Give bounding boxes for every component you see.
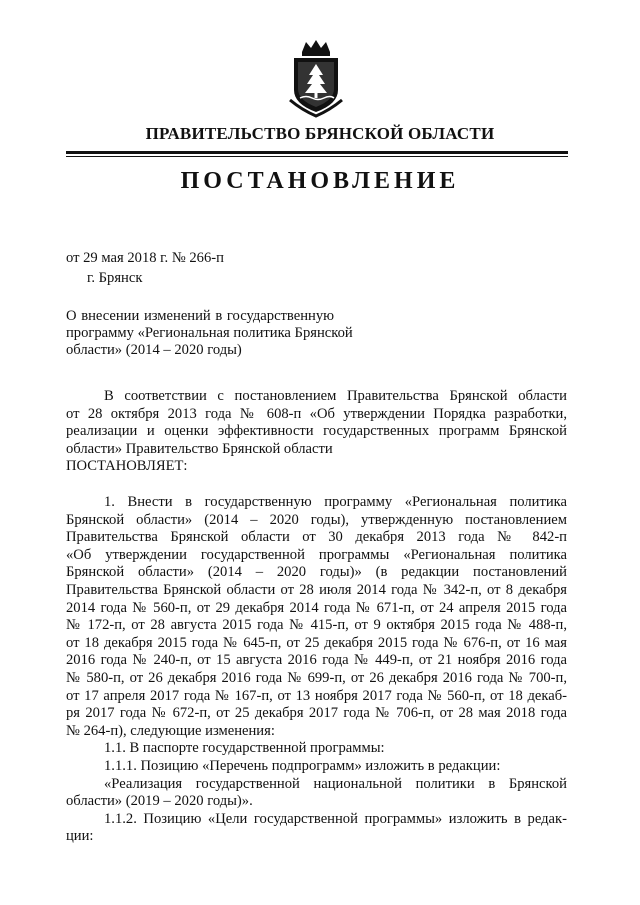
subject-line: О внесении изменений в государственную: [66, 308, 335, 324]
city-line: г. Брянск: [87, 270, 143, 286]
item-1-line: № 580-п, от 26 декабря 2016 года № 699-п, от 26 декабря 2016 года № 700-п,: [66, 669, 567, 686]
item-1-1-1-line: 1.1.1. Позицию «Перечень подпрограмм» изложить в редакции:: [104, 757, 501, 774]
header-rule-thin: [66, 156, 568, 157]
item-1-line: № 264-п), следующие изменения:: [66, 722, 275, 739]
item-1-line: 2014 года № 560-п, от 29 декабря 2014 года № 671-п, от 24 апреля 2015 года: [66, 599, 567, 616]
preamble-line: от 28 октября 2013 года № 608-п «Об утверждении Порядка разработки,: [66, 405, 567, 422]
item-1-1-2-line: ции:: [66, 828, 94, 845]
preamble-block: [66, 388, 567, 476]
date-number-line: от 29 мая 2018 г. № 266-п: [66, 250, 224, 266]
decree-word: ПОСТАНОВЛЯЕТ:: [66, 458, 188, 475]
header-rule-thick: [66, 151, 568, 154]
item-1-line: Правительства Брянской области от 28 июля 2014 года № 342-п, от 8 декабря: [66, 581, 567, 598]
subject-line: области» (2014 – 2020 годы): [66, 342, 242, 358]
item-1-1-line: 1.1. В паспорте государственной программы:: [104, 740, 385, 757]
item-1-line: Правительства Брянской области от 30 декабря 2013 года № 842-п: [66, 529, 567, 546]
item-1-line: ря 2017 года № 672-п, от 25 декабря 2017 года № 706-п, от 28 мая 2018 года: [66, 705, 567, 722]
item-1-line: Брянской области» (2014 – 2020 годы), утвержденную постановлением: [66, 511, 567, 528]
item-1-line: Брянской области» (2014 – 2020 годы)» (в редакции постановлений: [66, 564, 567, 581]
item-1-line: от 17 апреля 2017 года № 167-п, от 13 ноября 2017 года № 560-п, от 18 декаб-: [66, 687, 567, 704]
subject-line: программу «Региональная политика Брянской: [66, 325, 353, 341]
document-title: ПОСТАНОВЛЕНИЕ: [180, 168, 460, 194]
government-name: ПРАВИТЕЛЬСТВО БРЯНСКОЙ ОБЛАСТИ: [145, 124, 495, 143]
item-1-line: от 18 декабря 2015 года № 645-п, от 25 декабря 2015 года № 676-п, от 16 мая: [66, 634, 567, 651]
item-1-line: 1. Внести в государственную программу «Региональная политика: [104, 494, 567, 510]
preamble-line: области» Правительство Брянской области: [66, 440, 333, 457]
preamble-line: реализации и оценки эффективности государственных программ Брянской: [66, 423, 567, 440]
preamble-line: В соответствии с постановлением Правительства Брянской области: [104, 388, 567, 404]
quote-line: области» (2019 – 2020 годы)».: [66, 793, 253, 810]
coat-of-arms-icon: [282, 38, 350, 118]
item-1-line: 2016 года № 240-п, от 15 августа 2016 года № 449-п, от 21 ноября 2016 года: [66, 652, 567, 669]
item-1-block: [66, 494, 567, 846]
item-1-line: «Об утверждении государственной программы «Региональная политика: [66, 546, 567, 563]
item-1-line: № 172-п, от 28 августа 2015 года № 415-п, от 9 октября 2015 года № 488-п,: [66, 617, 567, 634]
quote-line: «Реализация государственной национальной политики в Брянской: [104, 775, 567, 792]
item-1-1-2-line: 1.1.2. Позицию «Цели государственной программы» изложить в редак-: [104, 810, 567, 827]
